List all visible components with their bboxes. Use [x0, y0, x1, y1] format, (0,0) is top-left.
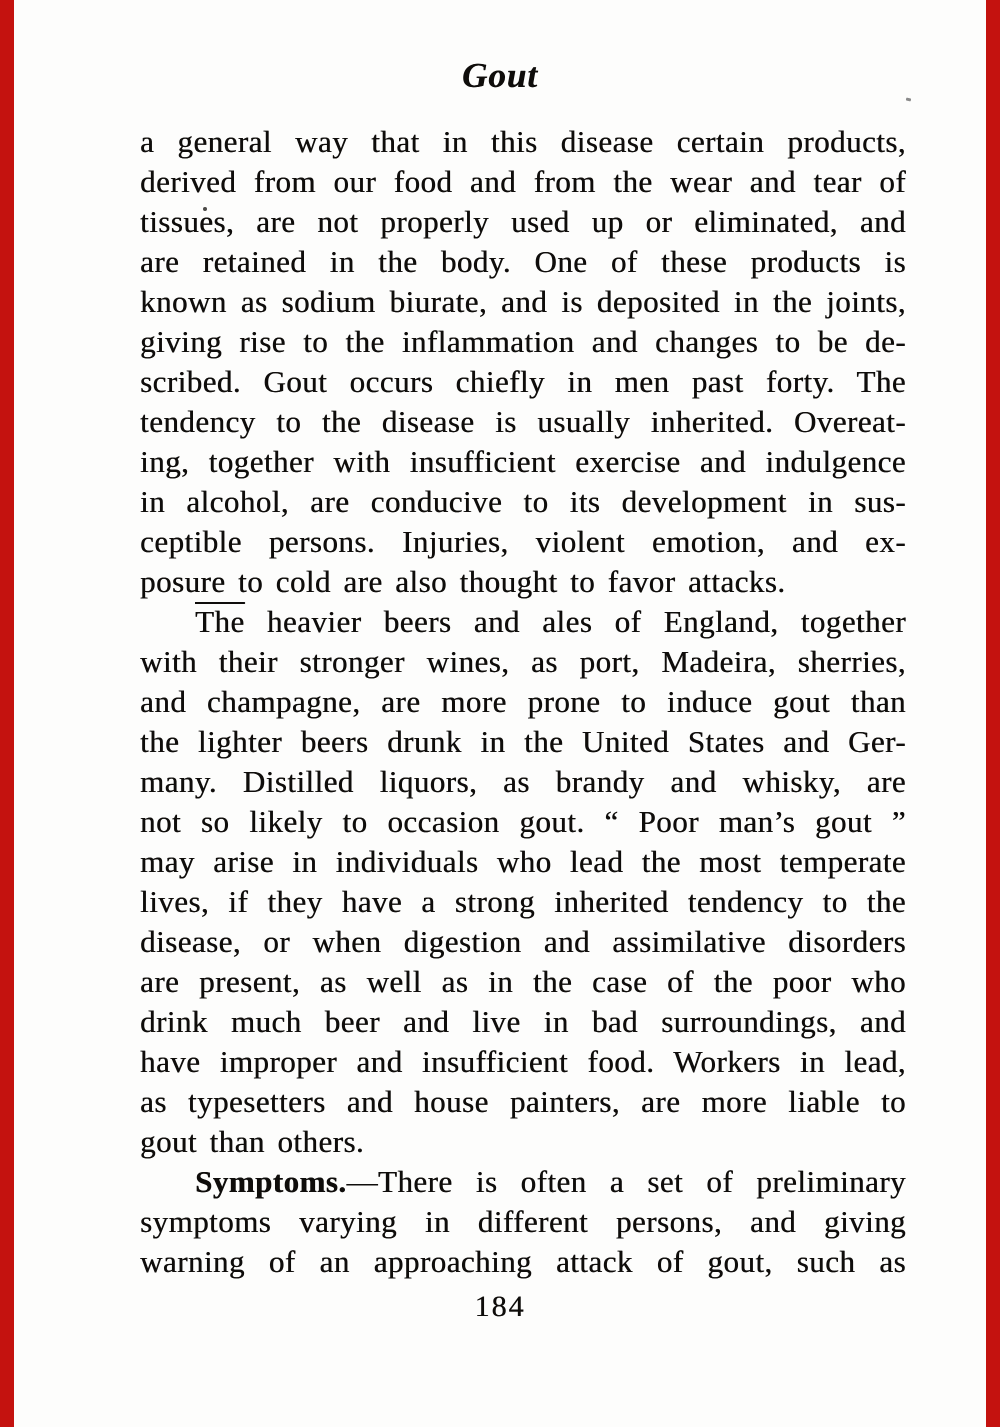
text-line: lives, if they have a strong inherited tendency to the — [140, 884, 906, 919]
text-line: gout than others. — [140, 1124, 365, 1159]
text-line: posure to cold are also thought to favor attacks. — [140, 564, 786, 599]
scan-artifact-mark — [906, 98, 912, 102]
text-line: ceptible persons. Injuries, violent emotion, and ex- — [140, 524, 906, 559]
text-line: ing, together with insufficient exercise and indulgence — [140, 444, 906, 479]
text-line: and champagne, are more prone to induce gout than — [140, 684, 906, 719]
text-line: a general way that in this disease certain products, — [140, 124, 906, 159]
text-line: many. Distilled liquors, as brandy and whisky, are — [140, 764, 906, 799]
text-line: known as sodium biurate, and is deposited in the joints, — [140, 284, 906, 319]
text-line: as typesetters and house painters, are more liable to — [140, 1084, 906, 1119]
page-title: Gout — [462, 56, 538, 95]
left-red-book-edge — [0, 0, 14, 1427]
text-line: tendency to the disease is usually inherited. Overeat- — [140, 404, 906, 439]
text-line: have improper and insufficient food. Workers in lead, — [140, 1044, 906, 1079]
line-text: —There is often a set of preliminary — [346, 1164, 906, 1199]
text-line: symptoms varying in different persons, and giving — [140, 1204, 906, 1239]
text-line — [140, 602, 906, 642]
text-line: scribed. Gout occurs chiefly in men past forty. The — [140, 364, 906, 399]
text-line — [140, 1162, 906, 1202]
text-line: not so likely to occasion gout. “ Poor man’s gout ” — [140, 804, 906, 839]
text-line: tissues, are not properly used up or eliminated, and — [140, 204, 906, 239]
text-line: are retained in the body. One of these products is — [140, 244, 906, 279]
line-text: heavier beers and ales of England, together — [244, 604, 906, 639]
line-prefix: $\overline{The}$ — [195, 604, 245, 639]
text-line: with their stronger wines, as port, Madeira, sherries, — [140, 644, 906, 679]
text-line: disease, or when digestion and assimilative disorders — [140, 924, 906, 959]
text-line: the lighter beers drunk in the United States and Ger- — [140, 724, 906, 759]
text-line: in alcohol, are conducive to its development in sus- — [140, 484, 906, 519]
text-line: warning of an approaching attack of gout, such as — [140, 1244, 906, 1279]
page-number: 184 — [474, 1290, 526, 1323]
text-line: drink much beer and live in bad surroundings, and — [140, 1004, 906, 1039]
text-line: are present, as well as in the case of the poor who — [140, 964, 906, 999]
text-line: may arise in individuals who lead the most temperate — [140, 844, 906, 879]
body-text — [140, 122, 906, 1282]
text-line: giving rise to the inflammation and changes to be de- — [140, 324, 906, 359]
bold-run-in-heading: Symptoms. — [195, 1164, 347, 1199]
right-red-book-edge — [986, 0, 1000, 1427]
text-line: derived from our food and from the wear and tear of — [140, 164, 906, 199]
